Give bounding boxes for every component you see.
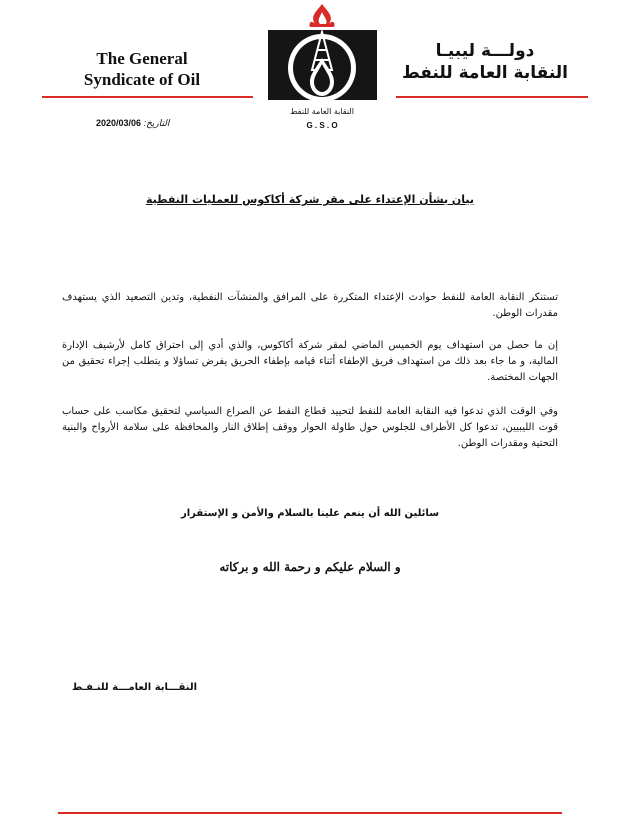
date-label: التاريخ: xyxy=(143,118,170,128)
footer-rule xyxy=(58,812,562,814)
statement-subject: بيان بشأن الإعتداء على مقر شركة أكاكوس للعمليات النفطية xyxy=(145,193,475,206)
header-rule-right xyxy=(396,96,588,98)
svg-text:النقابة العامة للنفط: النقابة العامة للنفط xyxy=(290,107,354,116)
paragraph-2: إن ما حصل من استهداف يوم الخميس الماضي لمقر شركة أكاكوس، والذي أدي إلى احتراق كامل لأرشيف الإدارة المالية، و ما جاء بعد ذلك من استهداف فريق الإطفاء أثناء قيامه بإطفاء الحريق يفرض تساؤلا و يتطلب إجراء تحقيق من الجهات المختصة. xyxy=(62,340,558,383)
english-organization-name xyxy=(72,48,212,90)
signature-block: النقـــابة العامـــة للنـفـط xyxy=(72,682,198,693)
paragraph-1: تستنكر النقابة العامة للنفط حوادث الإعتداء المتكررة على المرافق والمنشآت النفطية، وتدين التصعيد الذي يستهدف مقدرات الوطن. xyxy=(62,292,558,319)
date-value: 2020/03/06 xyxy=(96,118,142,128)
english-name-line-1: The General xyxy=(96,49,188,68)
arabic-state-name: دولـــة ليبيـا xyxy=(435,41,535,61)
syndicate-logo xyxy=(260,2,385,134)
header-rule-left xyxy=(42,96,253,98)
svg-text:G . S . O: G . S . O xyxy=(306,121,338,130)
arabic-organization-name xyxy=(400,40,570,84)
date-line xyxy=(96,118,236,129)
prayer-line: سائلين الله أن ينعم علينا بالسلام والأمن و الإستقرار xyxy=(180,508,440,519)
english-name-line-2: Syndicate of Oil xyxy=(83,70,201,89)
arabic-syndicate-name: النقابة العامة للنفط xyxy=(401,63,569,83)
paragraph-3: وفي الوقت الذي تدعوا فيه النقابة العامة للنفط لتحييد قطاع النفط عن الصراع السياسي لتحقيق مكاسب على حساب قوت الليبيين، تدعوا كل الأطراف للجلوس حول طاولة الحوار ووقف إطلاق النار والمحافظة على سلامة الأرواح والبنية التحتية ومقدرات الوطن. xyxy=(62,406,558,449)
closing-greeting: و السلام عليكم و رحمة الله و بركاته xyxy=(219,560,401,574)
